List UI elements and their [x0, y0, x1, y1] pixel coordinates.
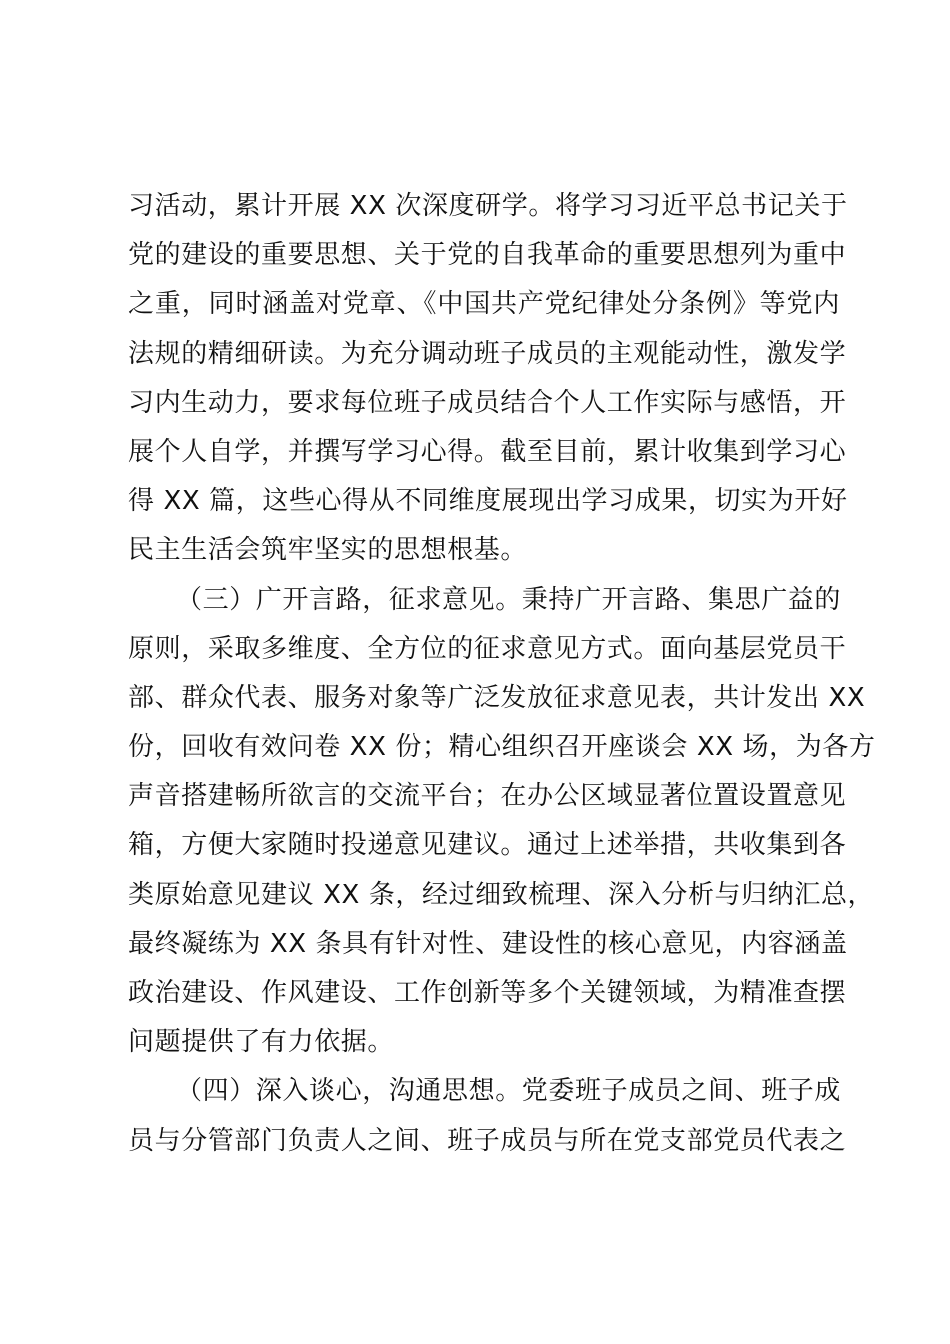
text-line: 箱，方便大家随时投递意见建议。通过上述举措，共收集到各 [128, 830, 847, 861]
text-line: 员与分管部门负责人之间、班子成员与所在党支部党员代表之 [128, 1125, 847, 1156]
text-line: 部、群众代表、服务对象等广泛发放征求意见表，共计发出 XX [128, 682, 866, 713]
text-line: 民主生活会筑牢坚实的思想根基。 [128, 535, 528, 566]
text-line: 展个人自学，并撰写学习心得。截至目前，累计收集到学习心 [128, 436, 847, 467]
document-body [128, 182, 876, 1166]
text-line: 原则，采取多维度、全方位的征求意见方式。面向基层党员干 [128, 633, 847, 664]
text-line: 最终凝练为 XX 条具有针对性、建设性的核心意见，内容涵盖 [128, 928, 848, 959]
text-line: 习内生动力，要求每位班子成员结合个人工作实际与感悟，开 [128, 387, 847, 418]
text-line: 类原始意见建议 XX 条，经过细致梳理、深入分析与归纳汇总， [128, 879, 875, 910]
text-line: 法规的精细研读。为充分调动班子成员的主观能动性，激发学 [128, 338, 847, 369]
text-line: 党的建设的重要思想、关于党的自我革命的重要思想列为重中 [128, 240, 847, 271]
section-heading-line: （四）深入谈心，沟通思想。党委班子成员之间、班子成 [176, 1076, 842, 1107]
text-line: 得 XX 篇，这些心得从不同维度展现出学习成果，切实为开好 [128, 486, 848, 517]
text-line: 问题提供了有力依据。 [128, 1027, 395, 1058]
text-line: 政治建设、作风建设、工作创新等多个关键领域，为精准查摆 [128, 978, 847, 1008]
text-line: 份，回收有效问卷 XX 份；精心组织召开座谈会 XX 场，为各方 [128, 732, 876, 763]
text-line: 之重，同时涵盖对党章、《中国共产党纪律处分条例》等党内 [128, 289, 840, 320]
text-line: 声音搭建畅所欲言的交流平台；在办公区域显著位置设置意见 [128, 781, 847, 812]
section-heading-line: （三）广开言路，征求意见。秉持广开言路、集思广益的 [176, 584, 842, 615]
text-line: 习活动，累计开展 XX 次深度研学。将学习习近平总书记关于 [128, 191, 848, 221]
